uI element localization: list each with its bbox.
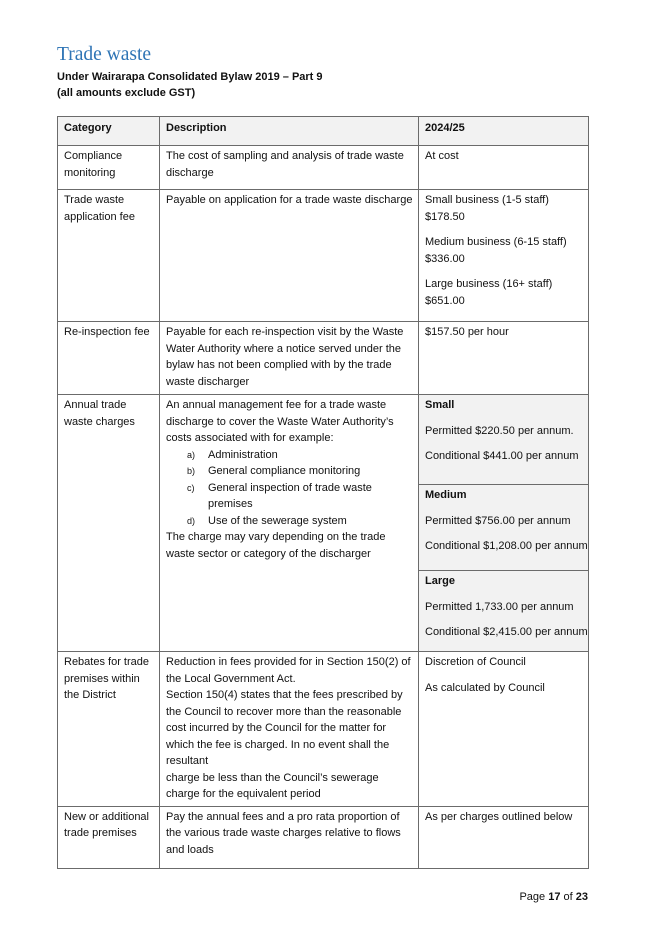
description-cell (160, 395, 419, 652)
fee-cell: $157.50 per hour (419, 322, 589, 395)
fee-medium-business: Medium business (6-15 staff) $336.00 (425, 236, 567, 265)
fee-cell: As per charges outlined below (419, 806, 589, 868)
description-cell: The cost of sampling and analysis of trade waste discharge (160, 146, 419, 190)
table-row (58, 190, 589, 322)
bylaw-subtitle (57, 69, 323, 101)
medium-conditional: Conditional $1,208.00 per annum (425, 540, 588, 552)
small-label: Small (425, 399, 455, 411)
description-cell (160, 652, 419, 807)
category-cell: Re-inspection fee (58, 322, 160, 395)
category-cell: Annual trade waste charges (58, 395, 160, 652)
fee-cell (419, 190, 589, 322)
list-item: d) Use of the sewerage system (187, 514, 347, 527)
page-title: Trade waste (57, 44, 152, 65)
small-permitted: Permitted $220.50 per annum. (425, 424, 574, 437)
list-item: a) Administration (187, 448, 278, 461)
small-charges (419, 395, 588, 485)
fee-large-business: Large business (16+ staff) $651.00 (425, 278, 553, 307)
description-cell: Payable on application for a trade waste discharge (160, 190, 419, 322)
annual-cost-list (166, 447, 413, 530)
page-number: Page 17 of 23 (519, 891, 588, 903)
list-item: b) General compliance monitoring (187, 465, 361, 477)
subtitle-line-1: Under Wairarapa Consolidated Bylaw 2019 – Part 9 (57, 71, 323, 83)
table-row (58, 652, 589, 807)
header-period: 2024/25 (419, 117, 589, 146)
table-header-row (58, 117, 589, 146)
table-row (58, 395, 589, 652)
large-charges (419, 571, 588, 651)
category-cell: Trade waste application fee (58, 190, 160, 322)
fee-cell (419, 652, 589, 807)
current-page: 17 (548, 891, 561, 903)
large-label: Large (425, 575, 455, 587)
small-conditional: Conditional $441.00 per annum (425, 450, 579, 462)
subtitle-line-2: (all amounts exclude GST) (57, 87, 196, 99)
rebates-discretion: Discretion of Council (425, 656, 526, 668)
fee-cell (419, 395, 589, 652)
rebates-calculated: As calculated by Council (425, 681, 545, 694)
medium-label: Medium (425, 489, 467, 501)
large-conditional: Conditional $2,415.00 per annum (425, 626, 588, 638)
rebates-description-3: charge be less than the Council’s sewerage charge for the equivalent period (166, 771, 379, 800)
large-permitted: Permitted 1,733.00 per annum (425, 600, 574, 613)
table-row (58, 146, 589, 190)
description-cell: Pay the annual fees and a pro rata proportion of the various trade waste charges relative to flows and loads (160, 806, 419, 868)
rebates-description-1: Reduction in fees provided for in Section 150(2) of the Local Government Act. (166, 656, 411, 685)
rebates-description-2: Section 150(4) states that the fees prescribed by the Council to recover more than the reasonable cost incurred by the Council for the matter for which the fee is charged. In no event shall the resultant (166, 689, 403, 767)
category-cell: Rebates for trade premises within the District (58, 652, 160, 807)
description-cell: Payable for each re-inspection visit by the Waste Water Authority where a notice served under the bylaw has not been complied with by the trade waste discharger (160, 322, 419, 395)
annual-description-outro: The charge may vary depending on the trade waste sector or category of the discharger (166, 531, 386, 560)
header-category: Category (58, 117, 160, 146)
total-pages: 23 (575, 891, 588, 903)
fees-table (57, 116, 589, 869)
medium-permitted: Permitted $756.00 per annum (425, 514, 571, 527)
fee-small-business: Small business (1-5 staff) $178.50 (425, 194, 549, 223)
annual-description-intro: An annual management fee for a trade waste discharge to cover the Waste Water Authority’s costs associated with for example: (166, 399, 394, 444)
header-description: Description (160, 117, 419, 146)
table-row (58, 806, 589, 868)
list-item: c) General inspection of trade waste premises (187, 481, 372, 510)
fee-cell: At cost (419, 146, 589, 190)
category-cell: Compliance monitoring (58, 146, 160, 190)
medium-charges (419, 485, 588, 571)
table-row (58, 322, 589, 395)
category-cell: New or additional trade premises (58, 806, 160, 868)
